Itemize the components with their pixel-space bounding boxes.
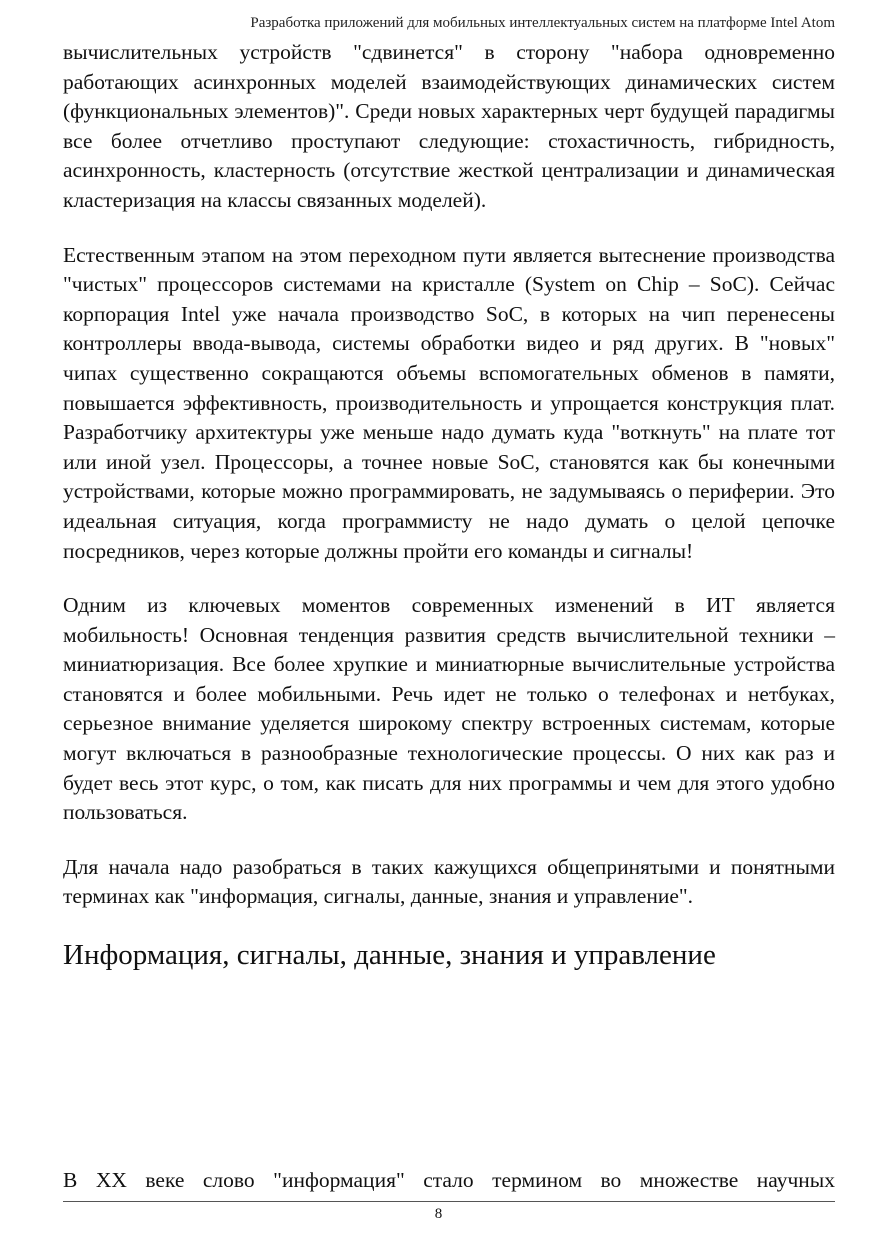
running-header: Разработка приложений для мобильных интеллектуальных систем на платформе Intel Atom [250, 15, 835, 31]
paragraph-2: Естественным этапом на этом переходном пути является вытеснение производства "чистых" процессоров системами на кристалле (System on Chip – SoC). Сейчас корпорация Intel уже начала производство SoC, в которых на чип перенесены контроллеры ввода-вывода, системы обработки видео и ряд других. В "новых" чипах существенно сокращаются объемы вспомогательных обменов в памяти, повышается эффективность, производительность и упрощается конструкция плат. Разработчику архитектуры уже меньше надо думать куда "воткнуть" на плате тот или иной узел. Процессоры, а точнее новые SoC, становятся как бы конечными устройствами, которые можно программировать, не задумываясь о периферии. Это идеальная ситуация, когда программисту не надо думать о целой цепочке посредников, через которые должны пройти его команды и сигналы! [63, 242, 835, 563]
paragraph-3: Одним из ключевых моментов современных изменений в ИТ является мобильность! Основная тенденция развития средств вычислительной техники – миниатюризация. Все более хрупкие и миниатюрные вычислительные устройства становятся и более мобильными. Речь идет не только о телефонах и нетбуках, серьезное внимание уделяется широкому спектру встроенных системам, которые могут включаться в разнообразные технологические процессы. О них как раз и будет весь этот курс, о том, как писать для них программы и чем для этого удобно пользоваться. [63, 593, 835, 825]
section-heading: Информация, сигналы, данные, знания и управление [63, 939, 716, 972]
page-number: 8 [434, 1206, 443, 1222]
paragraph-1: вычислительных устройств "сдвинется" в сторону "набора одновременно работающих асинхронных моделей взаимодействующих динамических систем (функциональных элементов)". Среди новых характерных черт будущей парадигмы все более отчетливо проступают следующие: стохастичность, гибридность, асинхронность, кластерность (отсутствие жесткой централизации и динамическая кластеризация на классы связанных моделей). [63, 40, 835, 212]
paragraph-4: Для начала надо разобраться в таких кажущихся общепринятыми и понятными терминах как "информация, сигналы, данные, знания и управление". [63, 854, 835, 909]
paragraph-5-first-line: В XX веке слово "информация" стало термином во множестве научных [63, 1168, 835, 1192]
footer-divider [63, 1201, 835, 1202]
body-text [63, 38, 835, 1000]
